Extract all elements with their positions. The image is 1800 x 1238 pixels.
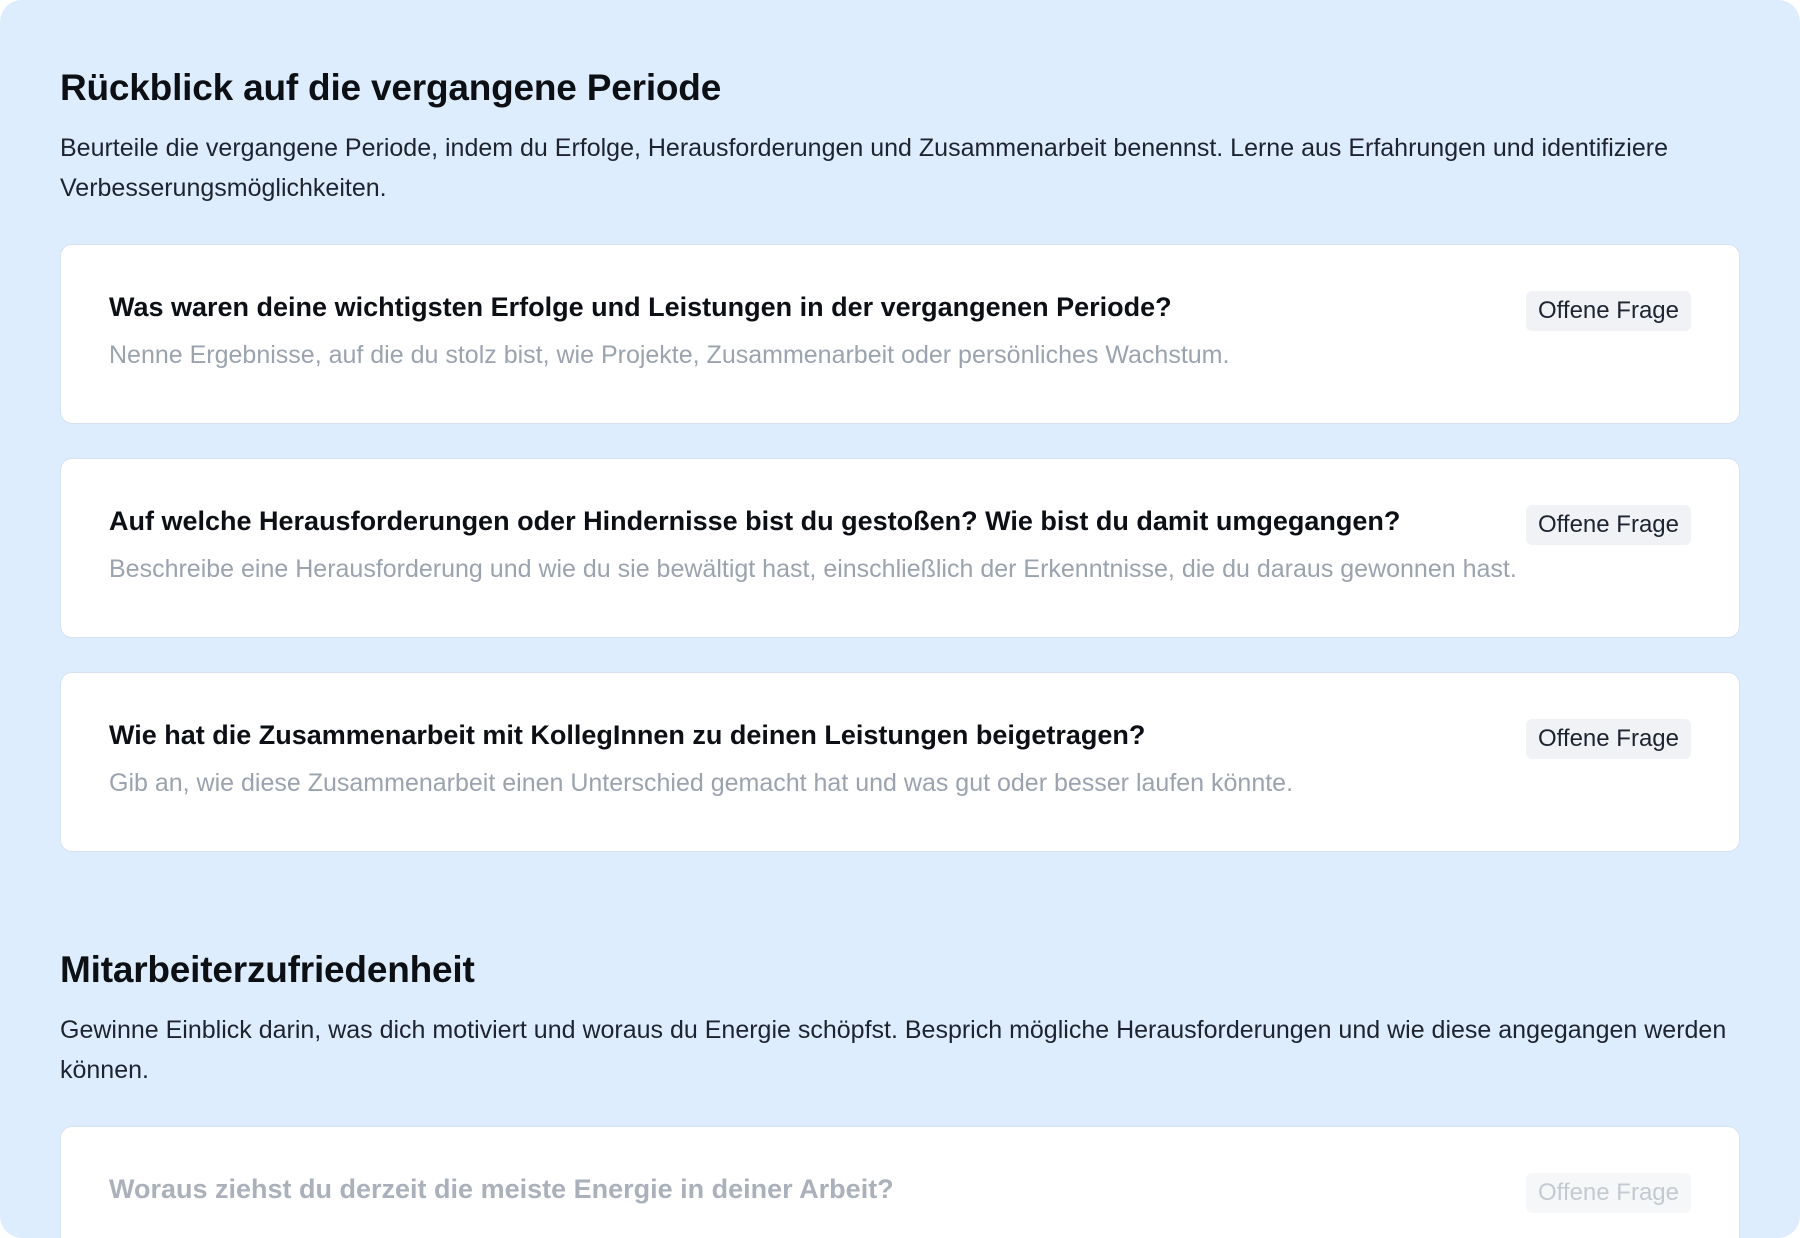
question-card-energie[interactable] [60,1126,1740,1238]
question-card-herausforderungen[interactable] [60,458,1740,638]
section-title: Mitarbeiterzufriedenheit [60,949,475,990]
section-title: Rückblick auf die vergangene Periode [60,67,722,108]
section-description: Gewinne Einblick darin, was dich motiviert und woraus du Energie schöpfst. Besprich mögliche Herausforderungen und wie diese angegangen werden können. [60,1016,1727,1084]
question-card-zusammenarbeit[interactable] [60,672,1740,852]
question-type-badge: Offene Frage [1526,719,1691,759]
question-title: Woraus ziehst du derzeit die meiste Energie in deiner Arbeit? [109,1174,894,1204]
question-title: Wie hat die Zusammenarbeit mit KollegInnen zu deinen Leistungen beigetragen? [109,720,1146,750]
question-hint: Nenne Ergebnisse, auf die du stolz bist, wie Projekte, Zusammenarbeit oder persönliches Wachstum. [109,341,1230,369]
question-hint: Gib an, wie diese Zusammenarbeit einen Unterschied gemacht hat und was gut oder besser laufen könnte. [109,769,1294,797]
section-rueckblick [60,62,1740,852]
question-hint: Beschreibe eine Herausforderung und wie du sie bewältigt hast, einschließlich der Erkenntnisse, die du daraus gewonnen hast. [109,555,1517,583]
question-type-badge: Offene Frage [1526,505,1691,545]
question-title: Auf welche Herausforderungen oder Hindernisse bist du gestoßen? Wie bist du damit umgegangen? [109,506,1401,536]
section-description: Beurteile die vergangene Periode, indem du Erfolge, Herausforderungen und Zusammenarbeit benennst. Lerne aus Erfahrungen und identifiziere Verbesserungsmöglichkeiten. [60,134,1668,202]
question-card-erfolge[interactable] [60,244,1740,424]
question-title: Was waren deine wichtigsten Erfolge und Leistungen in der vergangenen Periode? [109,292,1172,322]
question-type-badge: Offene Frage [1526,1173,1691,1213]
question-type-badge: Offene Frage [1526,291,1691,331]
section-mitarbeiterzufriedenheit [60,944,1740,1238]
